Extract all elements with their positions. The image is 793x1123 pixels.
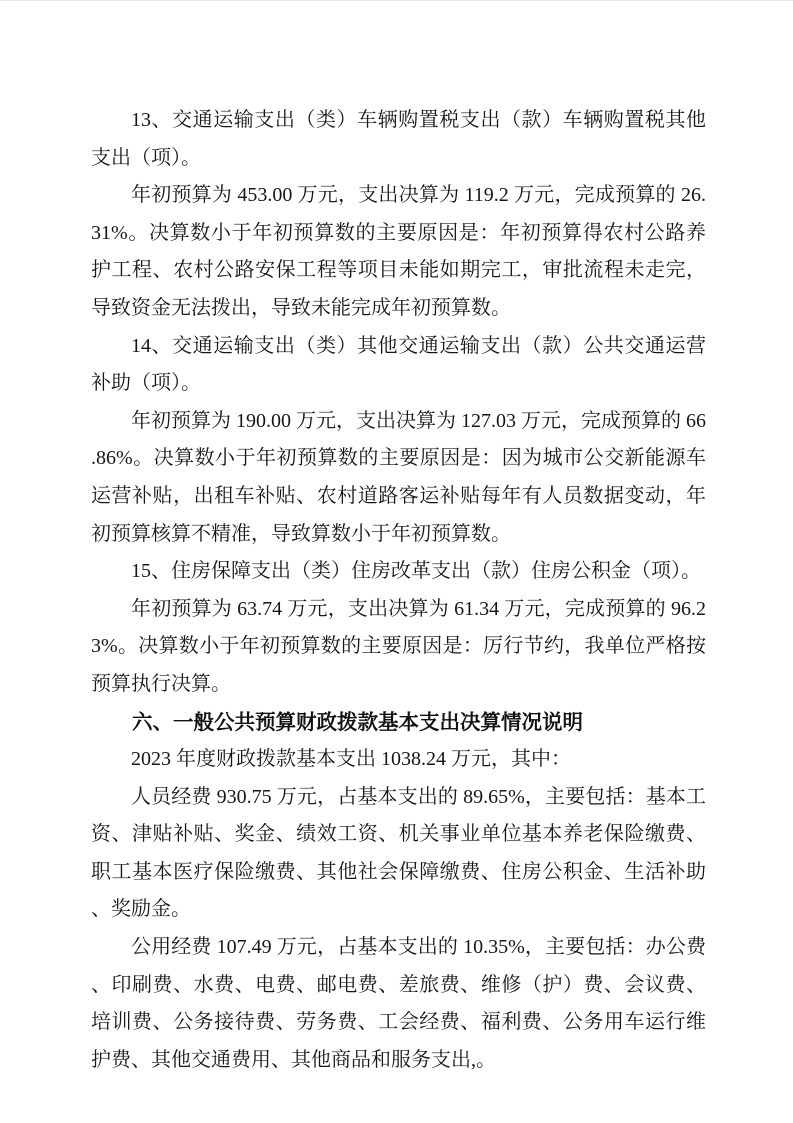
section-heading-six: 六、一般公共预算财政拨款基本支出决算情况说明	[132, 710, 583, 734]
paragraph-item-13-detail: 年初预算为 453.00 万元，支出决算为 119.2 万元，完成预算的 26.31%。决算数小于年初预算数的主要原因是：年初预算得农村公路养护工程、农村公路安保工程等项目未能如期完工，审批流程未走完，导致资金无法拨出，导致未能完成年初预算数。	[91, 184, 706, 319]
paragraph-item-15-detail: 年初预算为 63.74 万元，支出决算为 61.34 万元，完成预算的 96.23%。决算数小于年初预算数的主要原因是：厉行节约，我单位严格按预算执行决算。	[91, 597, 706, 695]
document-page	[0, 1, 793, 1123]
paragraph-item-14-detail: 年初预算为 190.00 万元，支出决算为 127.03 万元，完成预算的 66.86%。决算数小于年初预算数的主要原因是：因为城市公交新能源车运营补贴，出租车补贴、农村道路客运补贴每年有人员数据变动，年初预算核算不精准，导致算数小于年初预算数。	[91, 409, 706, 545]
paragraph-personnel-funds: 人员经费 930.75 万元，占基本支出的 89.65%，主要包括：基本工资、津贴补贴、奖金、绩效工资、机关事业单位基本养老保险缴费、职工基本医疗保险缴费、其他社会保障缴费、住房公积金、生活补助、奖励金。	[91, 785, 706, 921]
paragraph-item-14-title: 14、交通运输支出（类）其他交通运输支出（款）公共交通运营补助（项）。	[91, 334, 706, 395]
paragraph-item-15-title: 15、住房保障支出（类）住房改革支出（款）住房公积金（项）。	[131, 560, 701, 583]
paragraph-item-13-title: 13、交通运输支出（类）车辆购置税支出（款）车辆购置税其他支出（项）。	[91, 109, 706, 169]
paragraph-basic-expenditure-total: 2023 年度财政拨款基本支出 1038.24 万元，其中：	[131, 748, 571, 771]
paragraph-public-funds: 公用经费 107.49 万元，占基本支出的 10.35%，主要包括：办公费、印刷费、水费、电费、邮电费、差旅费、维修（护）费、会议费、培训费、公务接待费、劳务费、工会经费、福利费、公务用车运行维护费、其他交通费用、其他商品和服务支出,。	[91, 936, 706, 1071]
